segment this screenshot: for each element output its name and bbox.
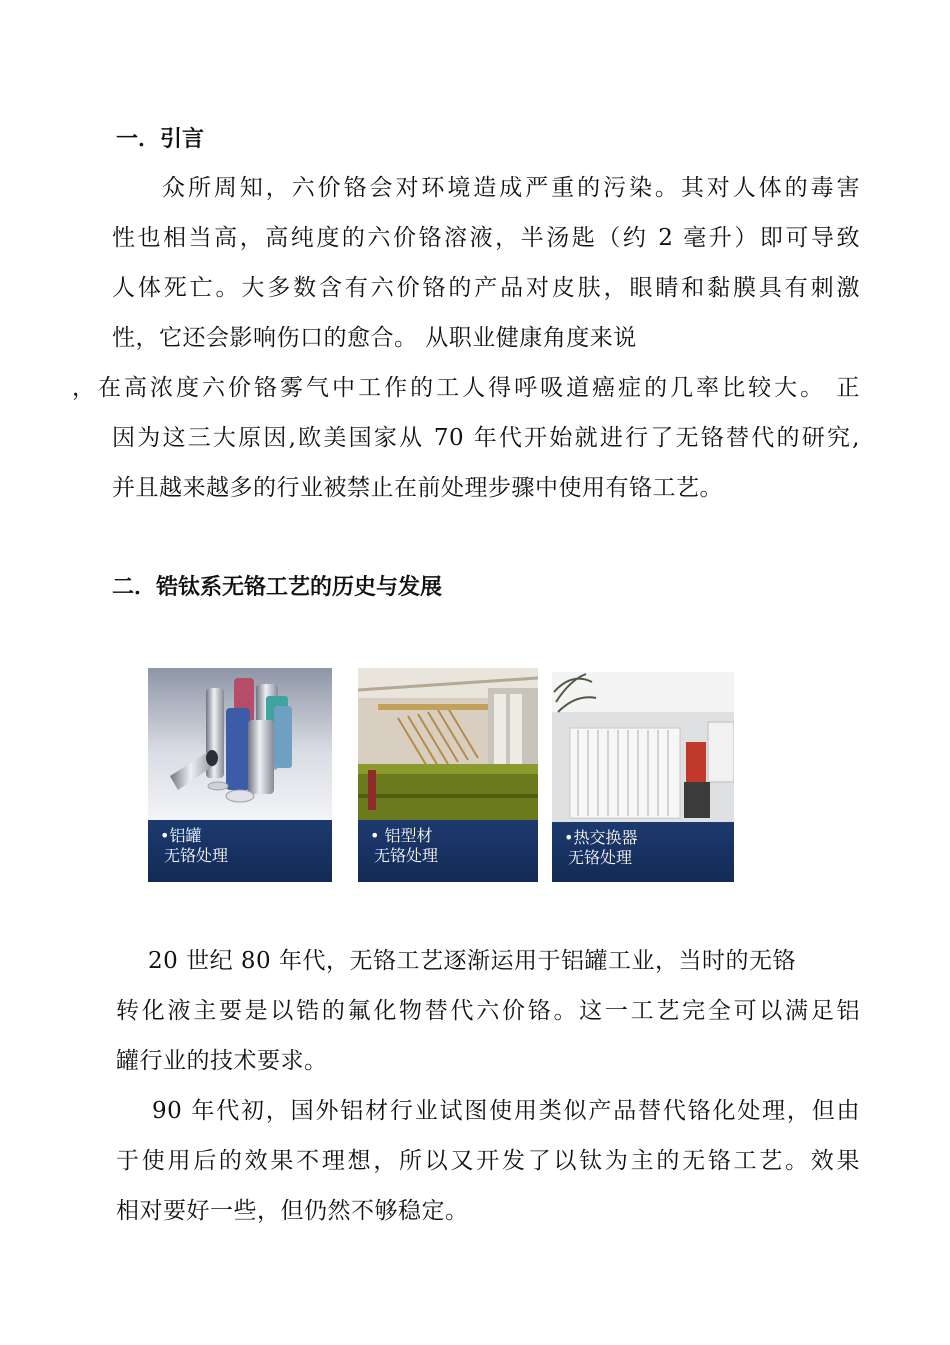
paragraph-line: 转化液主要是以锆的氟化物替代六价铬。这一工艺完全可以满足铝 (116, 998, 860, 1024)
caption-title: • 铝型材 (370, 826, 433, 845)
section-1-heading: 一．引言 (116, 127, 205, 152)
paragraph-line: 90 年代初，国外铝材行业试图使用类似产品替代铬化处理，但由 (152, 1098, 860, 1124)
image-caption (358, 820, 538, 882)
caption-subtitle: 无铬处理 (568, 848, 633, 867)
paragraph-line: 众所周知，六价铬会对环境造成严重的污染。其对人体的毒害 (162, 175, 860, 201)
paragraph-line: 性也相当高，高纯度的六价铬溶液，半汤匙（约 2 毫升）即可导致 (112, 225, 860, 251)
paragraph-line: 于使用后的效果不理想，所以又开发了以钛为主的无铬工艺。效果 (116, 1148, 860, 1174)
image-caption (552, 822, 734, 882)
section-2-heading: 二．锆钛系无铬工艺的历史与发展 (112, 575, 443, 600)
caption-title: •铝罐 (160, 826, 202, 845)
paragraph-line: 并且越来越多的行业被禁止在前处理步骤中使用有铬工艺。 (112, 475, 723, 501)
paragraph-line: 相对要好一些，但仍然不够稳定。 (116, 1198, 469, 1224)
paragraph-line: 人体死亡。大多数含有六价铬的产品对皮肤，眼睛和黏膜具有刺激 (112, 275, 860, 301)
image-card-aluminum-cans (148, 668, 332, 882)
caption-subtitle: 无铬处理 (374, 846, 439, 865)
paragraph-line: 性，它还会影响伤口的愈合。 从职业健康角度来说 (112, 325, 637, 351)
heat-exchanger-photo (552, 672, 734, 822)
image-card-aluminum-profiles (358, 668, 538, 882)
paragraph-line: 因为这三大原因,欧美国家从 70 年代开始就进行了无铬替代的研究, (112, 425, 860, 451)
aluminum-cans-photo (148, 668, 332, 820)
paragraph-line: 罐行业的技术要求。 (116, 1048, 328, 1074)
caption-subtitle: 无铬处理 (164, 846, 229, 865)
paragraph-line: 20 世纪 80 年代，无铬工艺逐渐运用于铝罐工业，当时的无铬 (148, 948, 796, 974)
paragraph-line: ，在高浓度六价铬雾气中工作的工人得呼吸道癌症的几率比较大。 正 (72, 375, 860, 401)
caption-title: •热交换器 (564, 828, 638, 847)
image-card-heat-exchanger (552, 672, 734, 882)
aluminum-profiles-photo (358, 668, 538, 820)
image-caption (148, 820, 332, 882)
